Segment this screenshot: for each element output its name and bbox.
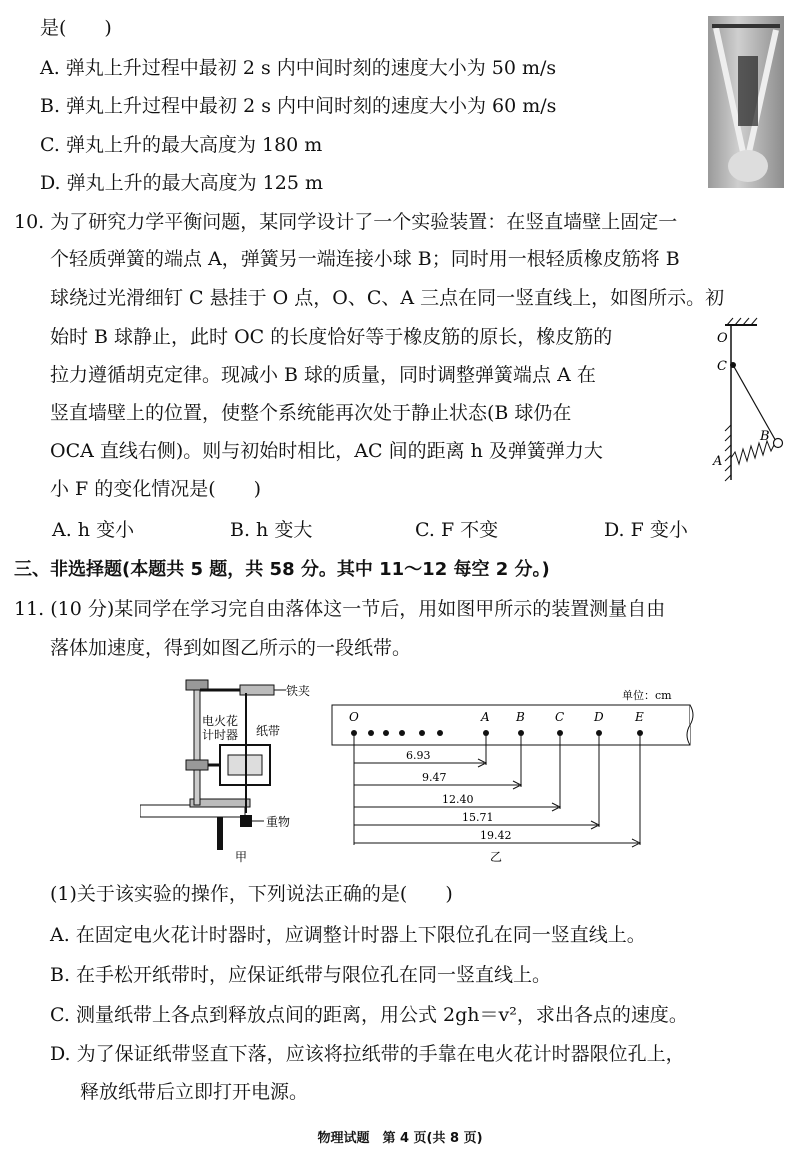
label-timer-1: 电火花 xyxy=(202,714,239,728)
q10-line-7: OCA 直线右侧)。则与初始时相比，AC 间的距离 h 及弹簧弹力大 xyxy=(50,440,603,462)
section-title: 三、非选择题(本题共 5 题，共 58 分。其中 11～12 每空 2 分。) xyxy=(14,559,550,580)
tape-dot xyxy=(419,730,425,736)
q11-sub1: (1)关于该实验的操作，下列说法正确的是( ) xyxy=(50,883,453,905)
label-o: O xyxy=(717,331,728,346)
caption-yi: 乙 xyxy=(490,850,503,864)
q11-option-d: D. 为了保证纸带竖直下落，应该将拉纸带的手靠在电火花计时器限位孔上， xyxy=(50,1043,685,1065)
label-b: B xyxy=(760,429,770,444)
tape-dot xyxy=(437,730,443,736)
q10-option-b: B. h 变大 xyxy=(230,519,313,541)
q10-option-a: A. h 变小 xyxy=(52,519,135,541)
label-c: C xyxy=(717,359,727,374)
dist-oc: 12.40 xyxy=(442,793,474,806)
dist-oe: 19.42 xyxy=(480,829,512,842)
point-e: E xyxy=(635,710,644,724)
q11-option-d-cont: 释放纸带后立即打开电源。 xyxy=(80,1081,309,1103)
point-c: C xyxy=(555,710,565,724)
q11-option-c: C. 测量纸带上各点到释放点间的距离，用公式 2gh＝v²，求出各点的速度。 xyxy=(50,1004,688,1026)
q11-line-2: 落体加速度，得到如图乙所示的一段纸带。 xyxy=(50,637,412,659)
q10-line-5: 拉力遵循胡克定律。现减小 B 球的质量，同时调整弹簧端点 A 在 xyxy=(50,364,596,386)
label-unit: 单位：cm xyxy=(622,689,672,702)
caption-jia: 甲 xyxy=(235,850,248,864)
q10-line-4: 始时 B 球静止，此时 OC 的长度恰好等于橡皮筋的原长，橡皮筋的 xyxy=(50,326,613,348)
q11-option-b: B. 在手松开纸带时，应保证纸带与限位孔在同一竖直线上。 xyxy=(50,964,552,986)
label-iron-clamp: 铁夹 xyxy=(286,684,311,698)
q10-line-3: 球绕过光滑细钉 C 悬挂于 O 点，O、C、A 三点在同一竖直线上，如图所示。初 xyxy=(50,287,725,309)
label-timer-2: 计时器 xyxy=(202,728,239,742)
slingshot-photo xyxy=(708,16,784,188)
q11-option-a: A. 在固定电火花计时器时，应调整计时器上下限位孔在同一竖直线上。 xyxy=(50,924,646,946)
label-tape: 纸带 xyxy=(256,724,281,738)
figure-jia xyxy=(140,675,320,865)
q9-stem-tail: 是( ) xyxy=(40,17,112,39)
q10-line-1: 10. 为了研究力学平衡问题，某同学设计了一个实验装置：在竖直墙壁上固定一 xyxy=(14,211,678,233)
q9-option-d: D. 弹丸上升的最大高度为 125 m xyxy=(40,172,323,194)
dist-ob: 9.47 xyxy=(422,771,447,784)
point-b: B xyxy=(516,710,525,724)
q10-option-d: D. F 变小 xyxy=(604,519,688,541)
q9-option-a: A. 弹丸上升过程中最初 2 s 内中间时刻的速度大小为 50 m/s xyxy=(40,57,557,79)
tape-dot xyxy=(368,730,374,736)
point-o: O xyxy=(349,710,359,724)
figure-yi xyxy=(330,675,700,865)
q10-line-8: 小 F 的变化情况是( ) xyxy=(50,478,262,500)
dist-oa: 6.93 xyxy=(406,749,431,762)
point-d: D xyxy=(594,710,604,724)
q9-option-b: B. 弹丸上升过程中最初 2 s 内中间时刻的速度大小为 60 m/s xyxy=(40,95,557,117)
point-a: A xyxy=(481,710,490,724)
q10-option-c: C. F 不变 xyxy=(415,519,499,541)
label-weight: 重物 xyxy=(266,815,291,829)
q11-line-1: 11. (10 分)某同学在学习完自由落体这一节后，用如图甲所示的装置测量自由 xyxy=(14,598,666,620)
dist-od: 15.71 xyxy=(462,811,494,824)
q10-figure xyxy=(705,315,795,485)
label-a: A xyxy=(713,454,723,469)
tape-dot xyxy=(383,730,389,736)
tape-dot xyxy=(399,730,405,736)
q10-line-2: 个轻质弹簧的端点 A，弹簧另一端连接小球 B；同时用一根轻质橡皮筋将 B xyxy=(50,248,680,270)
q10-line-6: 竖直墙壁上的位置，使整个系统能再次处于静止状态(B 球仍在 xyxy=(50,402,572,424)
page-footer: 物理试题 第 4 页(共 8 页) xyxy=(317,1131,483,1146)
q9-option-c: C. 弹丸上升的最大高度为 180 m xyxy=(40,134,323,156)
